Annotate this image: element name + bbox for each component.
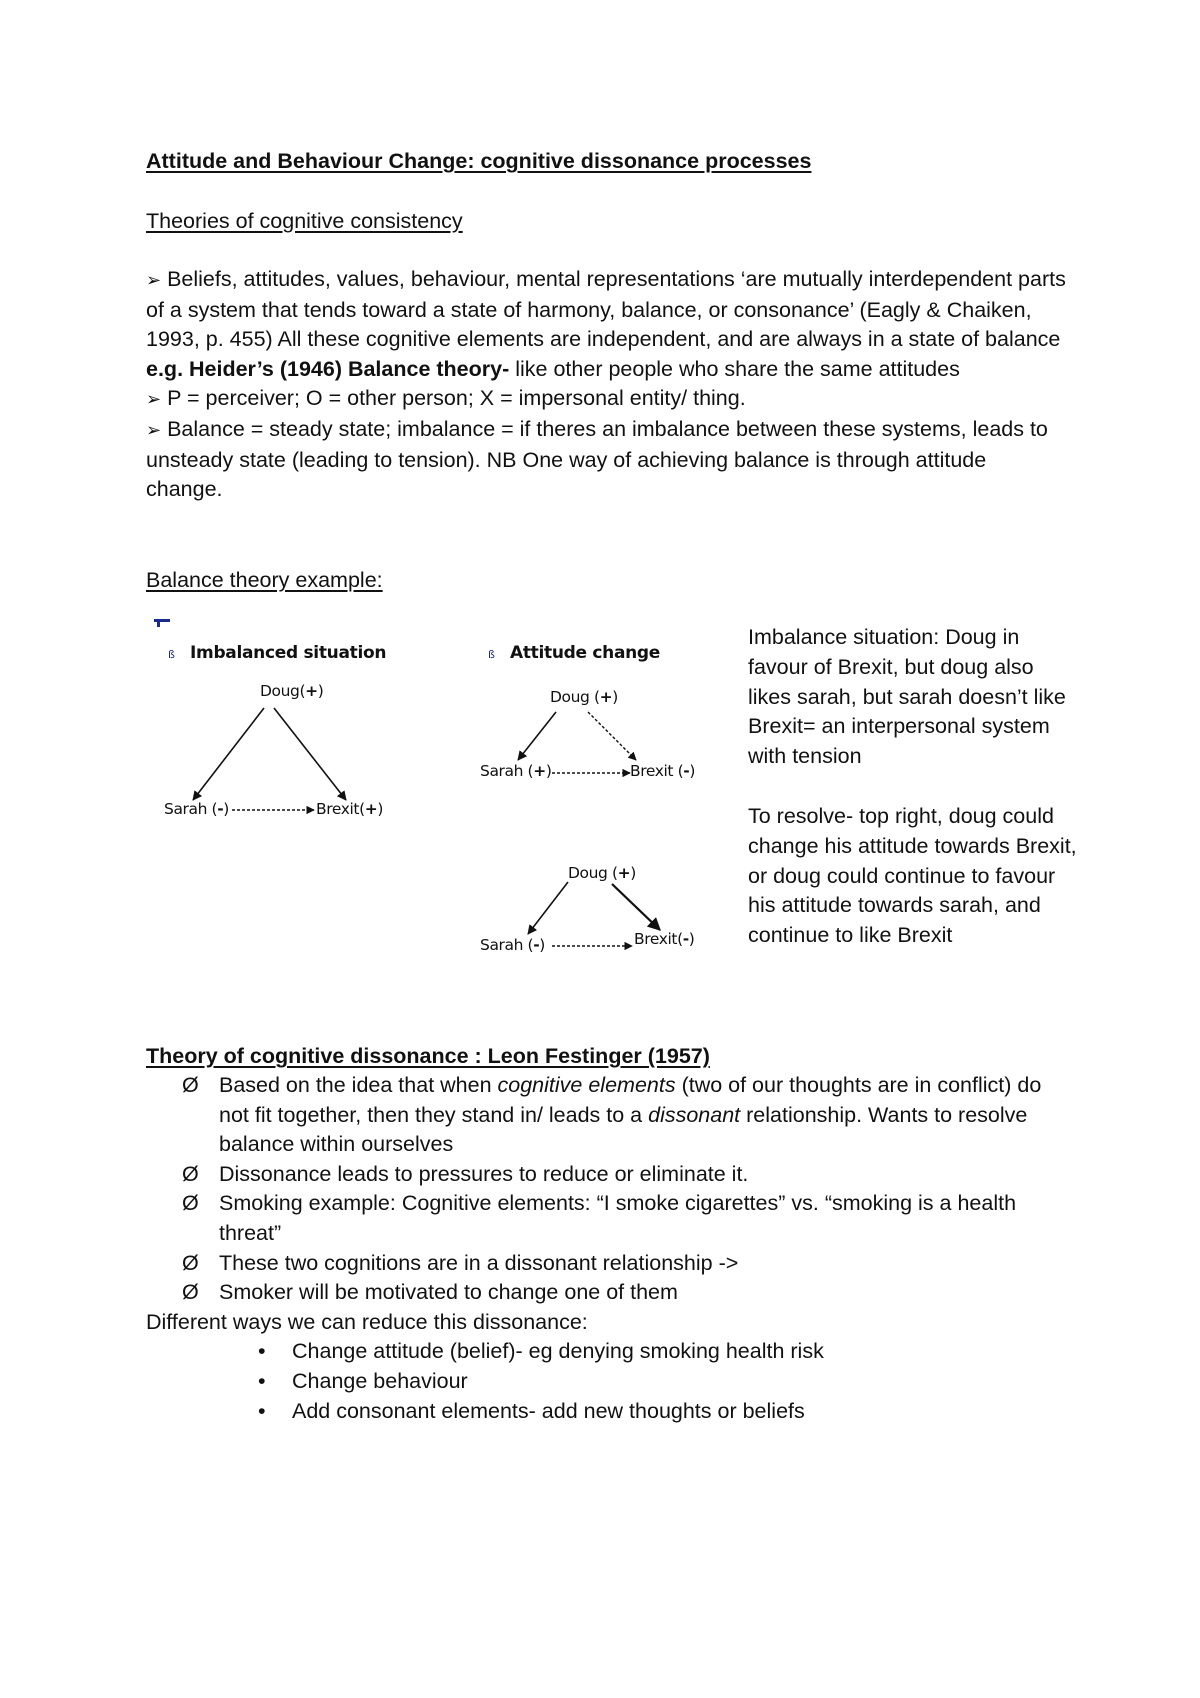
arrow-bullet-icon: Ø xyxy=(182,1161,199,1186)
imbalance-explanation: Imbalance situation: Doug in favour of Brexit, but doug also likes sarah, but sarah doesn’t like Brexit= an interpersonal system with tension xyxy=(748,625,1066,769)
consistency-bullet-2 xyxy=(146,384,1066,415)
node-doug-label: Doug ( xyxy=(568,864,618,882)
document-title: Attitude and Behaviour Change: cognitive dissonance processes xyxy=(146,149,812,173)
edge-doug-sarah xyxy=(518,712,556,760)
sign-plus: + xyxy=(533,762,546,780)
arrow-bullet-icon: Ø xyxy=(182,1191,199,1216)
item5-text: Smoker will be motivated to change one of them xyxy=(219,1280,678,1305)
arrow-bullet-icon: ➢ xyxy=(146,419,162,440)
sign-plus: + xyxy=(617,864,631,882)
consistency-bullet-3-text: Balance = steady state; imbalance = if theres an imbalance between these systems, leads to unsteady state (leading to tension). NB One way of achieving balance is through attitude change. xyxy=(146,416,1048,502)
diagram-arrows xyxy=(164,642,444,832)
node-brexit-label: Brexit( xyxy=(634,930,683,948)
heider-example-bold: e.g. Heider’s (1946) Balance theory- xyxy=(146,356,510,381)
edge-doug-brexit xyxy=(588,712,636,760)
festinger-bullet-list xyxy=(146,1071,1066,1426)
node-doug-close: ) xyxy=(630,864,636,882)
item1-text-a: Based on the idea that when xyxy=(219,1073,498,1097)
sign-plus: + xyxy=(305,682,318,700)
ways-intro: Different ways we can reduce this dissonance: xyxy=(146,1309,588,1334)
list-item xyxy=(146,1337,1066,1367)
bullet-dot-icon: • xyxy=(258,1368,266,1393)
node-doug-close: ) xyxy=(317,682,324,700)
node-brexit-label: Brexit( xyxy=(316,800,365,818)
node-brexit-close: ) xyxy=(688,930,695,948)
consistency-bullet-3 xyxy=(146,415,1066,505)
diagram-bullet-icon: ß xyxy=(168,648,175,661)
node-doug-close: ) xyxy=(612,688,618,706)
diagram-title-attitude-change: Attitude change xyxy=(510,643,661,663)
sign-minus: - xyxy=(533,936,540,954)
sign-plus: + xyxy=(599,688,613,706)
item3-text: Smoking example: Cognitive elements: “I smoke cigarettes” vs. “smoking is a health threat” xyxy=(219,1191,1017,1245)
diagram-arrows xyxy=(484,860,724,960)
diagram-arrows xyxy=(484,642,724,792)
consistency-bullet-1-text: Beliefs, attitudes, values, behaviour, mental representations ‘are mutually interdependent parts of a system that tends toward a state of harmony, balance, or consonance’ (Eagly & Chaiken, 1993, p. 455) All these cognitive elements are independent, and are always in a state of balance xyxy=(146,267,1066,352)
node-brexit-label: Brexit ( xyxy=(630,762,684,780)
node-doug-label: Doug ( xyxy=(550,688,600,706)
flag-mark-icon xyxy=(154,616,174,628)
sign-minus: - xyxy=(682,930,689,948)
section-heading-festinger: Theory of cognitive dissonance : Leon Festinger (1957) xyxy=(146,1044,710,1068)
node-sarah-label: Sarah ( xyxy=(480,936,534,954)
diagram-bullet-icon: ß xyxy=(488,648,495,661)
resolution-explanation: To resolve- top right, doug could change his attitude towards Brexit, or doug could continue to favour his attitude towards sarah, and continue to like Brexit xyxy=(748,804,1077,948)
sign-minus: - xyxy=(217,800,224,818)
way-1-text: Change attitude (belief)- eg denying smoking health risk xyxy=(292,1339,824,1364)
item1-text-b: (two of our thoughts are in conflict) do not fit together, then they stand in/ leads to a xyxy=(219,1073,1042,1127)
heider-example-text: like other people who share the same attitudes xyxy=(509,356,960,381)
diagram-alternative xyxy=(480,860,724,960)
node-doug-label: Doug( xyxy=(260,682,306,700)
arrow-bullet-icon: Ø xyxy=(182,1073,199,1097)
consistency-bullet-1 xyxy=(146,265,1066,355)
list-item xyxy=(146,1160,1066,1190)
list-item xyxy=(146,1397,1066,1427)
list-item xyxy=(146,1071,1066,1160)
item1-emphasis-1: cognitive elements xyxy=(497,1073,676,1097)
edge-doug-brexit xyxy=(274,708,346,800)
list-item xyxy=(146,1278,1066,1308)
arrow-bullet-icon: ➢ xyxy=(146,389,162,410)
arrow-bullet-icon: ➢ xyxy=(146,270,162,290)
item4-text: These two cognitions are in a dissonant relationship -> xyxy=(219,1250,739,1275)
node-sarah-close: ) xyxy=(223,800,229,818)
consistency-paragraph xyxy=(146,265,1066,505)
node-sarah-close: ) xyxy=(545,762,552,780)
node-brexit-close: ) xyxy=(377,800,383,818)
node-brexit-close: ) xyxy=(689,762,695,780)
list-item xyxy=(146,1367,1066,1397)
node-sarah-label: Sarah ( xyxy=(480,762,534,780)
sign-minus: - xyxy=(683,762,690,780)
edge-doug-sarah xyxy=(528,882,568,934)
section-heading-balance-example: Balance theory example: xyxy=(146,568,383,592)
arrow-bullet-icon: Ø xyxy=(182,1250,199,1275)
edge-doug-brexit xyxy=(612,884,660,930)
node-sarah-close: ) xyxy=(539,936,545,954)
diagram-imbalanced xyxy=(164,642,444,832)
way-3-text: Add consonant elements- add new thoughts or beliefs xyxy=(292,1398,805,1423)
item1-emphasis-2: dissonant xyxy=(648,1102,741,1127)
diagram-attitude-change xyxy=(480,642,724,792)
item2-text: Dissonance leads to pressures to reduce or eliminate it. xyxy=(219,1161,749,1186)
section-heading-consistency: Theories of cognitive consistency xyxy=(146,209,463,233)
diagram-title-imbalanced: Imbalanced situation xyxy=(190,643,387,663)
edge-doug-sarah xyxy=(193,708,264,800)
item1-text-c: relationship. Wants to resolve balance within ourselves xyxy=(219,1102,1028,1157)
heider-example xyxy=(146,355,1066,385)
node-sarah-label: Sarah ( xyxy=(164,800,218,818)
list-item xyxy=(146,1189,1066,1248)
arrow-bullet-icon: Ø xyxy=(182,1280,199,1305)
consistency-bullet-2-text: P = perceiver; O = other person; X = impersonal entity/ thing. xyxy=(167,386,746,411)
way-2-text: Change behaviour xyxy=(292,1368,468,1393)
sign-plus: + xyxy=(364,800,378,818)
bullet-dot-icon: • xyxy=(258,1339,266,1364)
bullet-dot-icon: • xyxy=(258,1398,266,1423)
list-item xyxy=(146,1249,1066,1279)
